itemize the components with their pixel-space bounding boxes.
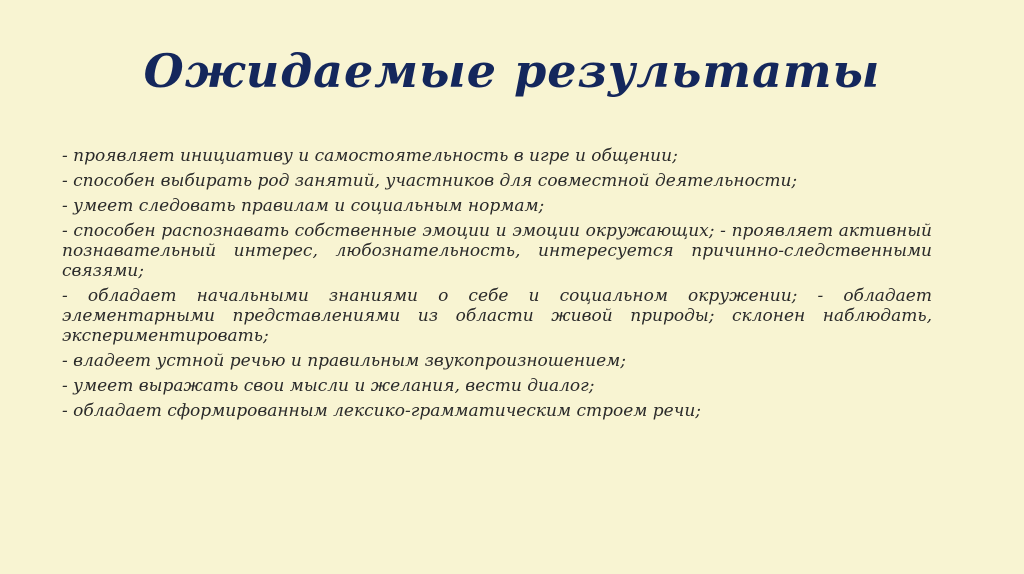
list-item: - владеет устной речью и правильным звукопроизношением;: [62, 351, 626, 371]
list-item: - умеет выражать свои мысли и желания, вести диалог;: [62, 376, 595, 396]
list-item: - умеет следовать правилам и социальным нормам;: [62, 196, 545, 216]
list-item: - обладает сформированным лексико-грамматическим строем речи;: [62, 401, 701, 421]
list-item: - обладает начальными знаниями о себе и социальном окружении; - обладает элементарными представлениями из области живой природы; склонен наблюдать, экспериментировать;: [62, 286, 932, 346]
list-item: - способен распознавать собственные эмоции и эмоции окружающих; - проявляет активный познавательный интерес, любознательность, интересуется причинно-следственными связями;: [62, 221, 932, 281]
results-list: [62, 146, 932, 426]
slide-title: Ожидаемые результаты: [143, 44, 881, 98]
list-item: - способен выбирать род занятий, участников для совместной деятельности;: [62, 171, 798, 191]
list-item: - проявляет инициативу и самостоятельность в игре и общении;: [62, 146, 678, 166]
